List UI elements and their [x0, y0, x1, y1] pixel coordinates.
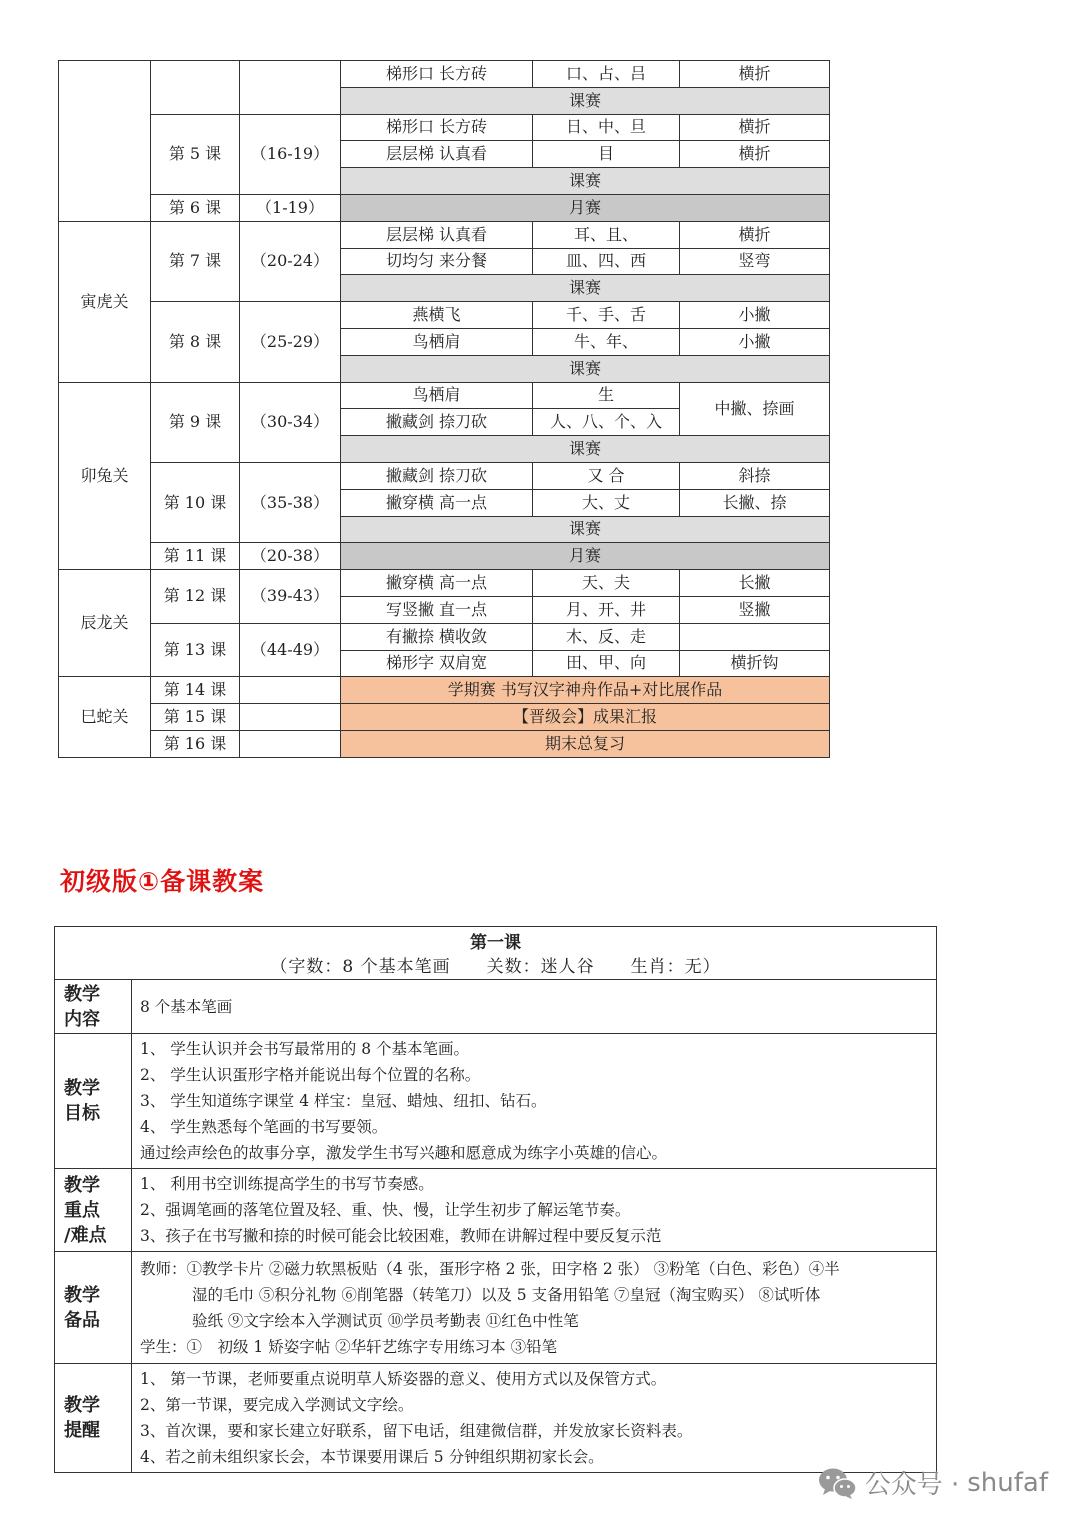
- chars-cell: 田、甲、向: [533, 650, 680, 677]
- monthly-contest-cell: 月赛: [341, 543, 830, 570]
- rhyme-cell: 撇藏剑 捺刀砍: [341, 409, 533, 436]
- table-row: [59, 570, 830, 597]
- semester-contest-cell: 学期赛 书写汉字神舟作品+对比展作品: [341, 677, 830, 704]
- prep-teacher-line: 验纸 ⑨文字绘本入学测试页 ⑩学员考勤表 ⑪红色中性笔: [192, 1311, 579, 1330]
- range-cell: （16-19）: [240, 114, 341, 194]
- plan-header-row: [55, 927, 937, 980]
- list-item: 2、 学生认识蛋形字格并能说出每个位置的名称。: [140, 1066, 481, 1084]
- stroke-cell: 横折: [680, 221, 830, 248]
- table-row: [59, 677, 830, 704]
- table-row: [59, 543, 830, 570]
- pass-cell: 辰龙关: [59, 570, 151, 677]
- lesson-cell: 第 9 课: [151, 382, 240, 462]
- stroke-cell: 小撇: [680, 302, 830, 329]
- pass-cell: [59, 61, 151, 222]
- lesson-cell: 第 11 课: [151, 543, 240, 570]
- section-title: 初级版①备课教案: [60, 867, 265, 896]
- stroke-cell: 竖弯: [680, 248, 830, 275]
- content-text: 8 个基本笔画: [132, 980, 937, 1034]
- range-cell: （35-38）: [240, 462, 341, 542]
- chars-cell: 目: [533, 141, 680, 168]
- rhyme-cell: 鸟栖肩: [341, 328, 533, 355]
- lesson-cell: 第 8 课: [151, 302, 240, 382]
- lesson-cell: 第 16 课: [151, 730, 240, 757]
- range-cell: [240, 61, 341, 115]
- table-row: [59, 302, 830, 329]
- range-cell: [240, 677, 341, 704]
- range-cell: （20-24）: [240, 221, 341, 301]
- pass-cell: 卯兔关: [59, 382, 151, 570]
- class-contest-cell: 课赛: [341, 168, 830, 195]
- rhyme-cell: 梯形字 双肩宽: [341, 650, 533, 677]
- table-row: [59, 194, 830, 221]
- plan-row-key-points: [55, 1169, 937, 1252]
- rhyme-cell: 写竖撇 直一点: [341, 596, 533, 623]
- lesson-cell: 第 6 课: [151, 194, 240, 221]
- table-row: [59, 730, 830, 757]
- content-label: 教学 内容: [55, 980, 132, 1034]
- table-row: [59, 623, 830, 650]
- list-item: 3、孩子在书写撇和捺的时候可能会比较困难，教师在讲解过程中要反复示范: [140, 1227, 662, 1245]
- plan-header: [55, 927, 937, 980]
- stroke-cell: 中撇、捺画: [680, 382, 830, 436]
- lesson-cell: 第 7 课: [151, 221, 240, 301]
- rhyme-cell: 梯形口 长方砖: [341, 61, 533, 88]
- list-item: 3、 学生知道练字课堂 4 样宝：皇冠、蜡烛、纽扣、钻石。: [140, 1092, 547, 1110]
- table-row: [59, 61, 830, 88]
- lesson-cell: [151, 61, 240, 115]
- stroke-cell: 横折: [680, 141, 830, 168]
- lesson-cell: 第 5 课: [151, 114, 240, 194]
- plan-row-goals: [55, 1034, 937, 1169]
- lesson-plan-table: [54, 926, 937, 1473]
- chars-cell: 天、夫: [533, 570, 680, 597]
- watermark-prefix: 公众号 ·: [864, 1470, 960, 1500]
- plan-row-reminders: [55, 1364, 937, 1473]
- wechat-icon: [817, 1466, 857, 1500]
- range-cell: （25-29）: [240, 302, 341, 382]
- rhyme-cell: 梯形口 长方砖: [341, 114, 533, 141]
- rhyme-cell: 层层梯 认真看: [341, 141, 533, 168]
- chars-cell: 人、八、个、入: [533, 409, 680, 436]
- list-item: 2、第一节课，要完成入学测试文字绘。: [140, 1396, 414, 1414]
- table-row: [59, 704, 830, 731]
- list-item: 4、 学生熟悉每个笔画的书写要领。: [140, 1118, 388, 1136]
- chars-cell: 千、手、舌: [533, 302, 680, 329]
- watermark-account: shufaf: [967, 1467, 1048, 1498]
- prep-student-line: 学生：① 初级 1 矫姿字帖 ②华轩艺练字专用练习本 ③铅笔: [140, 1337, 558, 1356]
- pass-cell: 巳蛇关: [59, 677, 151, 757]
- list-item: 通过绘声绘色的故事分享，激发学生书写兴趣和愿意成为练字小英雄的信心。: [140, 1144, 668, 1162]
- range-cell: （44-49）: [240, 623, 341, 677]
- rhyme-cell: 鸟栖肩: [341, 382, 533, 409]
- rhyme-cell: 撇穿横 高一点: [341, 489, 533, 516]
- table-row: [59, 462, 830, 489]
- goals-list: [132, 1034, 937, 1169]
- range-cell: [240, 730, 341, 757]
- monthly-contest-cell: 月赛: [341, 194, 830, 221]
- chars-cell: 木、反、走: [533, 623, 680, 650]
- chars-cell: 又 合: [533, 462, 680, 489]
- range-cell: [240, 704, 341, 731]
- stroke-cell: 横折: [680, 114, 830, 141]
- stroke-cell: [680, 623, 830, 650]
- pass-cell: 寅虎关: [59, 221, 151, 382]
- reminders-list: [132, 1364, 937, 1473]
- stroke-cell: 斜捺: [680, 462, 830, 489]
- rhyme-cell: 撇藏剑 捺刀砍: [341, 462, 533, 489]
- stroke-cell: 横折钩: [680, 650, 830, 677]
- range-cell: （30-34）: [240, 382, 341, 462]
- course-schedule-table: [58, 60, 830, 758]
- class-contest-cell: 课赛: [341, 436, 830, 463]
- chars-cell: 月、开、井: [533, 596, 680, 623]
- stroke-cell: 小撇: [680, 328, 830, 355]
- chars-cell: 生: [533, 382, 680, 409]
- table-row: [59, 114, 830, 141]
- chars-cell: 大、丈: [533, 489, 680, 516]
- prep-teacher-line: 教师：①教学卡片 ②磁力软黑板贴（4 张，蛋形字格 2 张，田字格 2 张） ③粉笔（白色、彩色）④半: [140, 1259, 840, 1278]
- lesson-cell: 第 10 课: [151, 462, 240, 542]
- rhyme-cell: 撇穿横 高一点: [341, 570, 533, 597]
- rhyme-cell: 层层梯 认真看: [341, 221, 533, 248]
- list-item: 3、首次课，要和家长建立好联系，留下电话，组建微信群，并发放家长资料表。: [140, 1422, 693, 1440]
- table-row: [59, 382, 830, 409]
- prep-teacher-line: 湿的毛巾 ⑤积分礼物 ⑥削笔器（转笔刀）以及 5 支备用铅笔 ⑦皇冠（淘宝购买） ⑧试听体: [192, 1285, 821, 1304]
- list-item: 1、 第一节课，老师要重点说明草人矫姿器的意义、使用方式以及保管方式。: [140, 1370, 667, 1388]
- promotion-meeting-cell: 【晋级会】成果汇报: [341, 704, 830, 731]
- chars-cell: 日、中、旦: [533, 114, 680, 141]
- chars-cell: 牛、年、: [533, 328, 680, 355]
- stroke-cell: 长撇: [680, 570, 830, 597]
- table-row: [59, 221, 830, 248]
- lesson-cell: 第 12 课: [151, 570, 240, 624]
- lesson-cell: 第 13 课: [151, 623, 240, 677]
- plan-subtitle: （字数：8 个基本笔画 关数：迷人谷 生肖：无）: [270, 957, 721, 977]
- range-cell: （20-38）: [240, 543, 341, 570]
- range-cell: （1-19）: [240, 194, 341, 221]
- list-item: 4、若之前未组织家长会，本节课要用课后 5 分钟组织期初家长会。: [140, 1448, 604, 1466]
- rhyme-cell: 有撇捺 横收敛: [341, 623, 533, 650]
- watermark: [817, 1464, 1048, 1501]
- chars-cell: 皿、四、西: [533, 248, 680, 275]
- prep-list: [132, 1252, 937, 1364]
- final-review-cell: 期末总复习: [341, 730, 830, 757]
- lesson-cell: 第 15 课: [151, 704, 240, 731]
- goals-label: 教学 目标: [55, 1034, 132, 1169]
- list-item: 1、 学生认识并会书写最常用的 8 个基本笔画。: [140, 1040, 470, 1058]
- plan-row-prep: [55, 1252, 937, 1364]
- prep-label: 教学 备品: [55, 1252, 132, 1364]
- key-points-label: 教学 重点 /难点: [55, 1169, 132, 1252]
- key-points-list: [132, 1169, 937, 1252]
- chars-cell: 口、占、吕: [533, 61, 680, 88]
- list-item: 2、强调笔画的落笔位置及轻、重、快、慢，让学生初步了解运笔节奏。: [140, 1201, 631, 1219]
- class-contest-cell: 课赛: [341, 275, 830, 302]
- rhyme-cell: 切均匀 来分餐: [341, 248, 533, 275]
- rhyme-cell: 燕横飞: [341, 302, 533, 329]
- class-contest-cell: 课赛: [341, 87, 830, 114]
- lesson-cell: 第 14 课: [151, 677, 240, 704]
- reminders-label: 教学 提醒: [55, 1364, 132, 1473]
- class-contest-cell: 课赛: [341, 355, 830, 382]
- stroke-cell: 横折: [680, 61, 830, 88]
- stroke-cell: 长撇、捺: [680, 489, 830, 516]
- plan-title: 第一课: [470, 933, 521, 953]
- chars-cell: 耳、且、: [533, 221, 680, 248]
- class-contest-cell: 课赛: [341, 516, 830, 543]
- stroke-cell: 竖撇: [680, 596, 830, 623]
- range-cell: （39-43）: [240, 570, 341, 624]
- list-item: 1、 利用书空训练提高学生的书写节奏感。: [140, 1175, 434, 1193]
- plan-row-content: [55, 980, 937, 1034]
